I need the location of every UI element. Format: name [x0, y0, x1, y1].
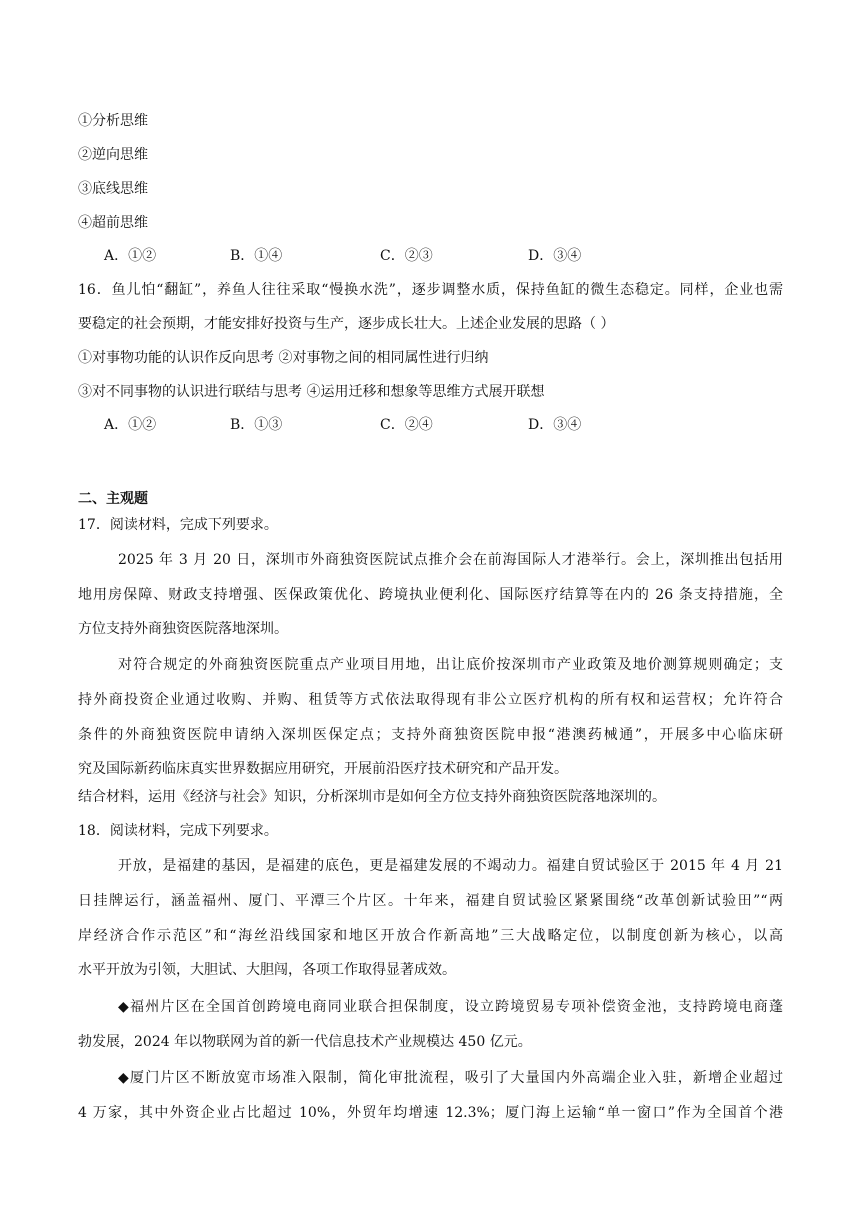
q17-question: 结合材料，运用《经济与社会》知识，分析深圳市是如何全方位支持外商独资医院落地深圳的。 [78, 789, 666, 805]
q16-option-d: D．③④ [528, 417, 582, 433]
q16-option-c: C．②④ [380, 417, 433, 433]
q17-para2-line-1: 对符合规定的外商独资医院重点产业项目用地，出让底价按深圳市产业政策及地价测算规则确定；支 [118, 657, 783, 673]
q18-para1-line-3: 岸经济合作示范区”和“海丝沿线国家和地区开放合作新高地”三大战略定位，以制度创新为核心，以高 [78, 928, 783, 944]
q17-para2-line-3: 条件的外商独资医院申请纳入深圳医保定点；支持外商独资医院申报“港澳药械通”，开展多中心临床研 [78, 727, 783, 743]
q17-para2-line-4: 究及国际新药临床真实世界数据应用研究，开展前沿医疗技术研究和产品开发。 [78, 761, 568, 777]
q17-stem: 17．阅读材料，完成下列要求。 [78, 517, 278, 533]
q18-para3-line-1: ◆厦门片区不断放宽市场准入限制，简化审批流程，吸引了大量国内外高端企业入驻，新增企业超过 [118, 1070, 783, 1086]
q18-stem: 18．阅读材料，完成下列要求。 [78, 823, 278, 839]
q18-para1-line-2: 日挂牌运行，涵盖福州、厦门、平潭三个片区。十年来，福建自贸试验区紧紧围绕“改革创新试验田”“两 [78, 893, 783, 909]
q16-items-line-1: ①对事物功能的认识作反向思考 ②对事物之间的相同属性进行归纳 [78, 350, 489, 366]
q18-para1-line-4: 水平开放为引领，大胆试、大胆闯，各项工作取得显著成效。 [78, 962, 456, 978]
q18-para2-line-1: ◆福州片区在全国首创跨境电商同业联合担保制度，设立跨境贸易专项补偿资金池，支持跨境电商蓬 [118, 999, 783, 1015]
q16-stem-line-1: 16．鱼儿怕“翻缸”，养鱼人往往采取“慢换水洗”，逐步调整水质，保持鱼缸的微生态稳定。同样，企业也需 [78, 282, 783, 298]
q15-option-b: B．①④ [230, 248, 283, 264]
q17-para1-line-1: 2025 年 3 月 20 日，深圳市外商独资医院试点推介会在前海国际人才港举行。会上，深圳推出包括用 [118, 552, 783, 568]
q15-item-4: ④超前思维 [78, 215, 148, 231]
q17-para1-line-2: 地用房保障、财政支持增强、医保政策优化、跨境执业便利化、国际医疗结算等在内的 26 条支持措施，全 [78, 587, 783, 603]
q16-option-a: A．①② [104, 417, 157, 433]
q16-stem-line-2: 要稳定的社会预期，才能安排好投资与生产，逐步成长壮大。上述企业发展的思路（ ） [78, 316, 615, 332]
q15-option-d: D．③④ [528, 248, 582, 264]
q17-para1-line-3: 方位支持外商独资医院落地深圳。 [78, 621, 288, 637]
q18-para1-line-1: 开放，是福建的基因，是福建的底色，更是福建发展的不竭动力。福建自贸试验区于 2015 年 4 月 21 [118, 858, 783, 874]
q16-option-b: B．①③ [230, 417, 283, 433]
q18-para3-line-2: 4 万家，其中外资企业占比超过 10%，外贸年均增速 12.3%；厦门海上运输“单一窗口”作为全国首个港 [78, 1105, 783, 1121]
q15-item-2: ②逆向思维 [78, 147, 148, 163]
q15-item-3: ③底线思维 [78, 181, 148, 197]
q17-para2-line-2: 持外商投资企业通过收购、并购、租赁等方式依法取得现有非公立医疗机构的所有权和运营权；允许符合 [78, 692, 783, 708]
section-title: 二、主观题 [78, 491, 148, 507]
q15-item-1: ①分析思维 [78, 113, 148, 129]
q16-items-line-2: ③对不同事物的认识进行联结与思考 ④运用迁移和想象等思维方式展开联想 [78, 384, 545, 400]
q15-option-a: A．①② [104, 248, 157, 264]
q18-para2-line-2: 勃发展，2024 年以物联网为首的新一代信息技术产业规模达 450 亿元。 [78, 1034, 532, 1050]
q15-option-c: C．②③ [380, 248, 433, 264]
